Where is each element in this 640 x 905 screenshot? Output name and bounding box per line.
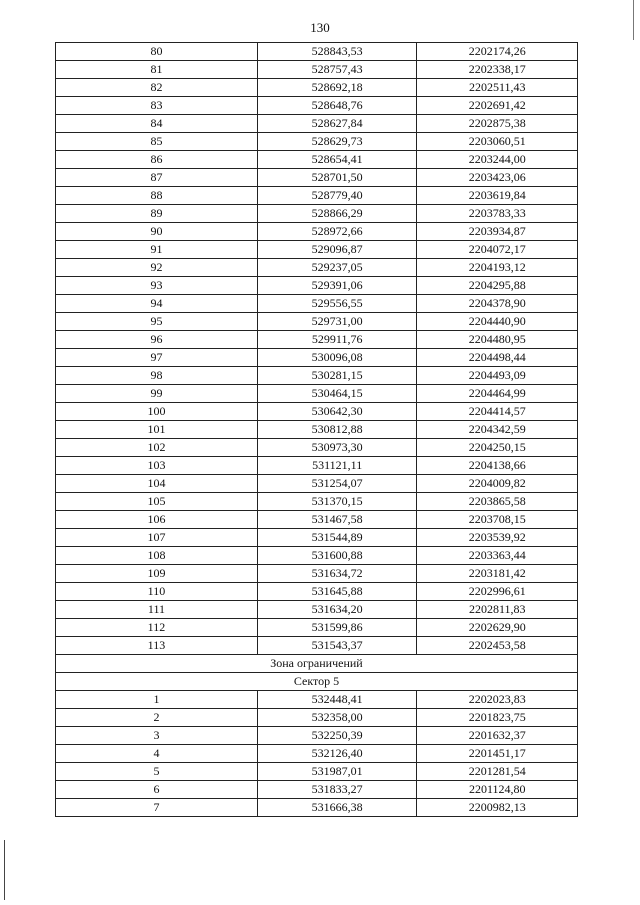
table-row <box>56 133 578 151</box>
point-number-cell: 84 <box>56 115 258 133</box>
table-row <box>56 583 578 601</box>
y-coordinate-cell: 2200982,13 <box>417 799 578 817</box>
table-row <box>56 349 578 367</box>
y-coordinate-cell: 2203423,06 <box>417 169 578 187</box>
scan-edge-line <box>633 0 634 40</box>
sector-row <box>56 673 578 691</box>
coordinates-rows-b <box>56 691 578 817</box>
table-row <box>56 457 578 475</box>
point-number-cell: 1 <box>56 691 258 709</box>
table-row <box>56 43 578 61</box>
table-row <box>56 241 578 259</box>
zone-header <box>56 655 578 691</box>
x-coordinate-cell: 530096,08 <box>257 349 417 367</box>
x-coordinate-cell: 529731,00 <box>257 313 417 331</box>
y-coordinate-cell: 2202338,17 <box>417 61 578 79</box>
table-row <box>56 79 578 97</box>
y-coordinate-cell: 2204493,09 <box>417 367 578 385</box>
point-number-cell: 99 <box>56 385 258 403</box>
x-coordinate-cell: 528629,73 <box>257 133 417 151</box>
x-coordinate-cell: 531645,88 <box>257 583 417 601</box>
point-number-cell: 93 <box>56 277 258 295</box>
table-row <box>56 781 578 799</box>
y-coordinate-cell: 2203181,42 <box>417 565 578 583</box>
y-coordinate-cell: 2204138,66 <box>417 457 578 475</box>
y-coordinate-cell: 2204250,15 <box>417 439 578 457</box>
x-coordinate-cell: 530642,30 <box>257 403 417 421</box>
point-number-cell: 89 <box>56 205 258 223</box>
point-number-cell: 105 <box>56 493 258 511</box>
y-coordinate-cell: 2203783,33 <box>417 205 578 223</box>
y-coordinate-cell: 2204378,90 <box>417 295 578 313</box>
x-coordinate-cell: 531987,01 <box>257 763 417 781</box>
x-coordinate-cell: 531634,20 <box>257 601 417 619</box>
table-row <box>56 313 578 331</box>
table-row <box>56 565 578 583</box>
point-number-cell: 107 <box>56 529 258 547</box>
zone-row <box>56 655 578 673</box>
x-coordinate-cell: 531370,15 <box>257 493 417 511</box>
zone-label: Зона ограничений <box>56 655 578 673</box>
table-row <box>56 511 578 529</box>
table-row <box>56 259 578 277</box>
point-number-cell: 2 <box>56 709 258 727</box>
table-row <box>56 223 578 241</box>
x-coordinate-cell: 530973,30 <box>257 439 417 457</box>
y-coordinate-cell: 2203363,44 <box>417 547 578 565</box>
y-coordinate-cell: 2204480,95 <box>417 331 578 349</box>
table-row <box>56 403 578 421</box>
x-coordinate-cell: 531544,89 <box>257 529 417 547</box>
y-coordinate-cell: 2202453,58 <box>417 637 578 655</box>
y-coordinate-cell: 2204009,82 <box>417 475 578 493</box>
table-row <box>56 385 578 403</box>
table-row <box>56 529 578 547</box>
y-coordinate-cell: 2202691,42 <box>417 97 578 115</box>
y-coordinate-cell: 2202511,43 <box>417 79 578 97</box>
y-coordinate-cell: 2202174,26 <box>417 43 578 61</box>
table-row <box>56 691 578 709</box>
point-number-cell: 110 <box>56 583 258 601</box>
x-coordinate-cell: 528627,84 <box>257 115 417 133</box>
table-row <box>56 187 578 205</box>
point-number-cell: 5 <box>56 763 258 781</box>
x-coordinate-cell: 531467,58 <box>257 511 417 529</box>
table-row <box>56 151 578 169</box>
x-coordinate-cell: 528757,43 <box>257 61 417 79</box>
table-row <box>56 475 578 493</box>
point-number-cell: 87 <box>56 169 258 187</box>
y-coordinate-cell: 2201124,80 <box>417 781 578 799</box>
point-number-cell: 102 <box>56 439 258 457</box>
y-coordinate-cell: 2203244,00 <box>417 151 578 169</box>
table-row <box>56 277 578 295</box>
table-row <box>56 169 578 187</box>
table-row <box>56 619 578 637</box>
table-row <box>56 601 578 619</box>
y-coordinate-cell: 2203865,58 <box>417 493 578 511</box>
x-coordinate-cell: 529911,76 <box>257 331 417 349</box>
y-coordinate-cell: 2201823,75 <box>417 709 578 727</box>
table-row <box>56 745 578 763</box>
x-coordinate-cell: 529391,06 <box>257 277 417 295</box>
table-row <box>56 799 578 817</box>
x-coordinate-cell: 528972,66 <box>257 223 417 241</box>
point-number-cell: 112 <box>56 619 258 637</box>
x-coordinate-cell: 528701,50 <box>257 169 417 187</box>
point-number-cell: 85 <box>56 133 258 151</box>
x-coordinate-cell: 528779,40 <box>257 187 417 205</box>
x-coordinate-cell: 531634,72 <box>257 565 417 583</box>
page-number: 130 <box>310 20 330 35</box>
point-number-cell: 100 <box>56 403 258 421</box>
table-row <box>56 295 578 313</box>
y-coordinate-cell: 2204440,90 <box>417 313 578 331</box>
x-coordinate-cell: 532358,00 <box>257 709 417 727</box>
table-row <box>56 115 578 133</box>
table-row <box>56 493 578 511</box>
y-coordinate-cell: 2204072,17 <box>417 241 578 259</box>
x-coordinate-cell: 531121,11 <box>257 457 417 475</box>
x-coordinate-cell: 530281,15 <box>257 367 417 385</box>
point-number-cell: 90 <box>56 223 258 241</box>
y-coordinate-cell: 2202996,61 <box>417 583 578 601</box>
table-row <box>56 439 578 457</box>
table-row <box>56 763 578 781</box>
y-coordinate-cell: 2204414,57 <box>417 403 578 421</box>
x-coordinate-cell: 532126,40 <box>257 745 417 763</box>
y-coordinate-cell: 2204193,12 <box>417 259 578 277</box>
point-number-cell: 97 <box>56 349 258 367</box>
point-number-cell: 91 <box>56 241 258 259</box>
point-number-cell: 98 <box>56 367 258 385</box>
table-row <box>56 61 578 79</box>
point-number-cell: 109 <box>56 565 258 583</box>
y-coordinate-cell: 2202023,83 <box>417 691 578 709</box>
table-row <box>56 547 578 565</box>
x-coordinate-cell: 530812,88 <box>257 421 417 439</box>
x-coordinate-cell: 531666,38 <box>257 799 417 817</box>
y-coordinate-cell: 2203934,87 <box>417 223 578 241</box>
point-number-cell: 108 <box>56 547 258 565</box>
x-coordinate-cell: 528648,76 <box>257 97 417 115</box>
y-coordinate-cell: 2201281,54 <box>417 763 578 781</box>
y-coordinate-cell: 2203539,92 <box>417 529 578 547</box>
coordinates-rows-a <box>56 43 578 655</box>
y-coordinate-cell: 2203708,15 <box>417 511 578 529</box>
x-coordinate-cell: 529096,87 <box>257 241 417 259</box>
y-coordinate-cell: 2202629,90 <box>417 619 578 637</box>
x-coordinate-cell: 528692,18 <box>257 79 417 97</box>
point-number-cell: 111 <box>56 601 258 619</box>
x-coordinate-cell: 528866,29 <box>257 205 417 223</box>
x-coordinate-cell: 530464,15 <box>257 385 417 403</box>
table-row <box>56 727 578 745</box>
y-coordinate-cell: 2204342,59 <box>417 421 578 439</box>
point-number-cell: 81 <box>56 61 258 79</box>
point-number-cell: 92 <box>56 259 258 277</box>
y-coordinate-cell: 2202875,38 <box>417 115 578 133</box>
table-row <box>56 637 578 655</box>
y-coordinate-cell: 2204498,44 <box>417 349 578 367</box>
point-number-cell: 86 <box>56 151 258 169</box>
x-coordinate-cell: 529237,05 <box>257 259 417 277</box>
x-coordinate-cell: 532448,41 <box>257 691 417 709</box>
y-coordinate-cell: 2203060,51 <box>417 133 578 151</box>
table-row <box>56 205 578 223</box>
x-coordinate-cell: 532250,39 <box>257 727 417 745</box>
x-coordinate-cell: 531599,86 <box>257 619 417 637</box>
y-coordinate-cell: 2201451,17 <box>417 745 578 763</box>
x-coordinate-cell: 531254,07 <box>257 475 417 493</box>
x-coordinate-cell: 528843,53 <box>257 43 417 61</box>
point-number-cell: 82 <box>56 79 258 97</box>
table-row <box>56 331 578 349</box>
y-coordinate-cell: 2203619,84 <box>417 187 578 205</box>
x-coordinate-cell: 531833,27 <box>257 781 417 799</box>
point-number-cell: 96 <box>56 331 258 349</box>
point-number-cell: 104 <box>56 475 258 493</box>
point-number-cell: 88 <box>56 187 258 205</box>
x-coordinate-cell: 531543,37 <box>257 637 417 655</box>
point-number-cell: 7 <box>56 799 258 817</box>
point-number-cell: 6 <box>56 781 258 799</box>
x-coordinate-cell: 528654,41 <box>257 151 417 169</box>
y-coordinate-cell: 2204295,88 <box>417 277 578 295</box>
point-number-cell: 106 <box>56 511 258 529</box>
point-number-cell: 101 <box>56 421 258 439</box>
point-number-cell: 3 <box>56 727 258 745</box>
sector-label: Сектор 5 <box>56 673 578 691</box>
scan-margin-line <box>4 840 5 900</box>
point-number-cell: 80 <box>56 43 258 61</box>
point-number-cell: 95 <box>56 313 258 331</box>
table-row <box>56 367 578 385</box>
coordinates-table <box>55 42 578 817</box>
x-coordinate-cell: 529556,55 <box>257 295 417 313</box>
y-coordinate-cell: 2204464,99 <box>417 385 578 403</box>
point-number-cell: 113 <box>56 637 258 655</box>
point-number-cell: 4 <box>56 745 258 763</box>
table-row <box>56 421 578 439</box>
point-number-cell: 94 <box>56 295 258 313</box>
table-row <box>56 97 578 115</box>
y-coordinate-cell: 2202811,83 <box>417 601 578 619</box>
x-coordinate-cell: 531600,88 <box>257 547 417 565</box>
table-row <box>56 709 578 727</box>
point-number-cell: 83 <box>56 97 258 115</box>
point-number-cell: 103 <box>56 457 258 475</box>
y-coordinate-cell: 2201632,37 <box>417 727 578 745</box>
